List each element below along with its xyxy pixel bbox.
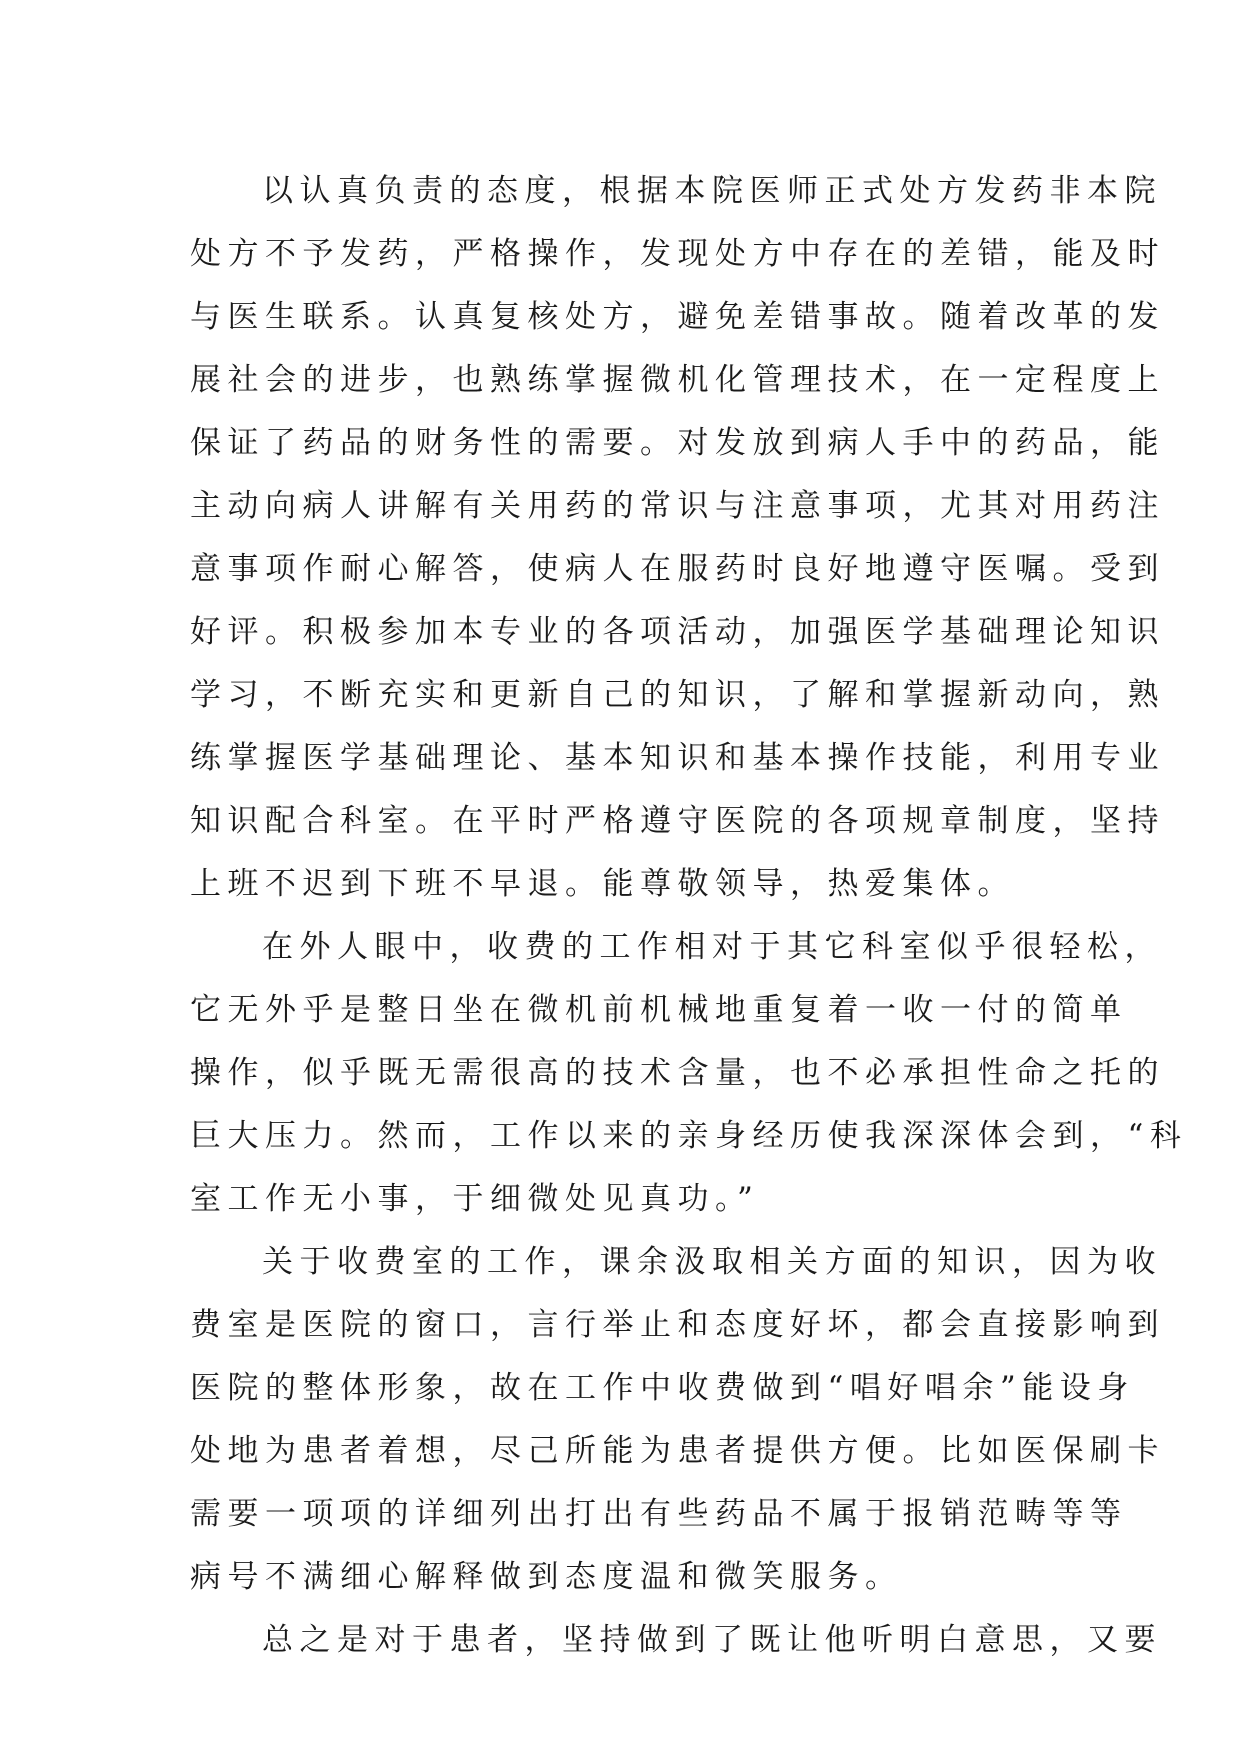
text-line-1: 以认真负责的态度，根据本院医师正式处方发药非本院 — [262, 173, 1162, 209]
document-body — [190, 160, 1188, 1672]
text-line-18: 关于收费室的工作，课余汲取相关方面的知识，因为收 — [262, 1244, 1162, 1280]
text-line-5: 保证了药品的财务性的需要。对发放到病人手中的药品，能 — [190, 425, 1165, 461]
text-line-4: 展社会的进步，也熟练掌握微机化管理技术，在一定程度上 — [190, 362, 1165, 398]
text-line-23: 病号不满细心解释做到态度温和微笑服务。 — [190, 1559, 903, 1595]
text-line-10: 练掌握医学基础理论、基本知识和基本操作技能，利用专业 — [190, 740, 1165, 776]
text-line-17: 室工作无小事，于细微处见真功。” — [190, 1181, 760, 1217]
text-line-3: 与医生联系。认真复核处方，避免差错事故。随着改革的发 — [190, 299, 1165, 335]
text-line-22: 需要一项项的详细列出打出有些药品不属于报销范畴等等 — [190, 1496, 1128, 1532]
text-line-2: 处方不予发药，严格操作，发现处方中存在的差错，能及时 — [190, 236, 1165, 272]
text-line-15: 操作，似乎既无需很高的技术含量，也不必承担性命之托的 — [190, 1055, 1165, 1091]
text-line-11: 知识配合科室。在平时严格遵守医院的各项规章制度，坚持 — [190, 803, 1165, 839]
text-line-21: 处地为患者着想，尽己所能为患者提供方便。比如医保刷卡 — [190, 1433, 1165, 1469]
text-line-6: 主动向病人讲解有关用药的常识与注意事项，尤其对用药注 — [190, 488, 1165, 524]
text-line-12: 上班不迟到下班不早退。能尊敬领导，热爱集体。 — [190, 866, 1015, 902]
text-line-19: 费室是医院的窗口，言行举止和态度好坏，都会直接影响到 — [190, 1307, 1165, 1343]
text-line-14: 它无外乎是整日坐在微机前机械地重复着一收一付的简单 — [190, 992, 1128, 1028]
text-line-7: 意事项作耐心解答，使病人在服药时良好地遵守医嘱。受到 — [190, 551, 1165, 587]
text-line-8: 好评。积极参加本专业的各项活动，加强医学基础理论知识 — [190, 614, 1165, 650]
text-line-20: 医院的整体形象，故在工作中收费做到“唱好唱余”能设身 — [190, 1370, 1135, 1406]
text-line-13: 在外人眼中，收费的工作相对于其它科室似乎很轻松， — [262, 929, 1162, 965]
text-line-16: 巨大压力。然而，工作以来的亲身经历使我深深体会到，“科 — [190, 1118, 1188, 1154]
text-line-24: 总之是对于患者，坚持做到了既让他听明白意思，又要 — [262, 1622, 1162, 1658]
text-line-9: 学习，不断充实和更新自己的知识，了解和掌握新动向，熟 — [190, 677, 1165, 713]
